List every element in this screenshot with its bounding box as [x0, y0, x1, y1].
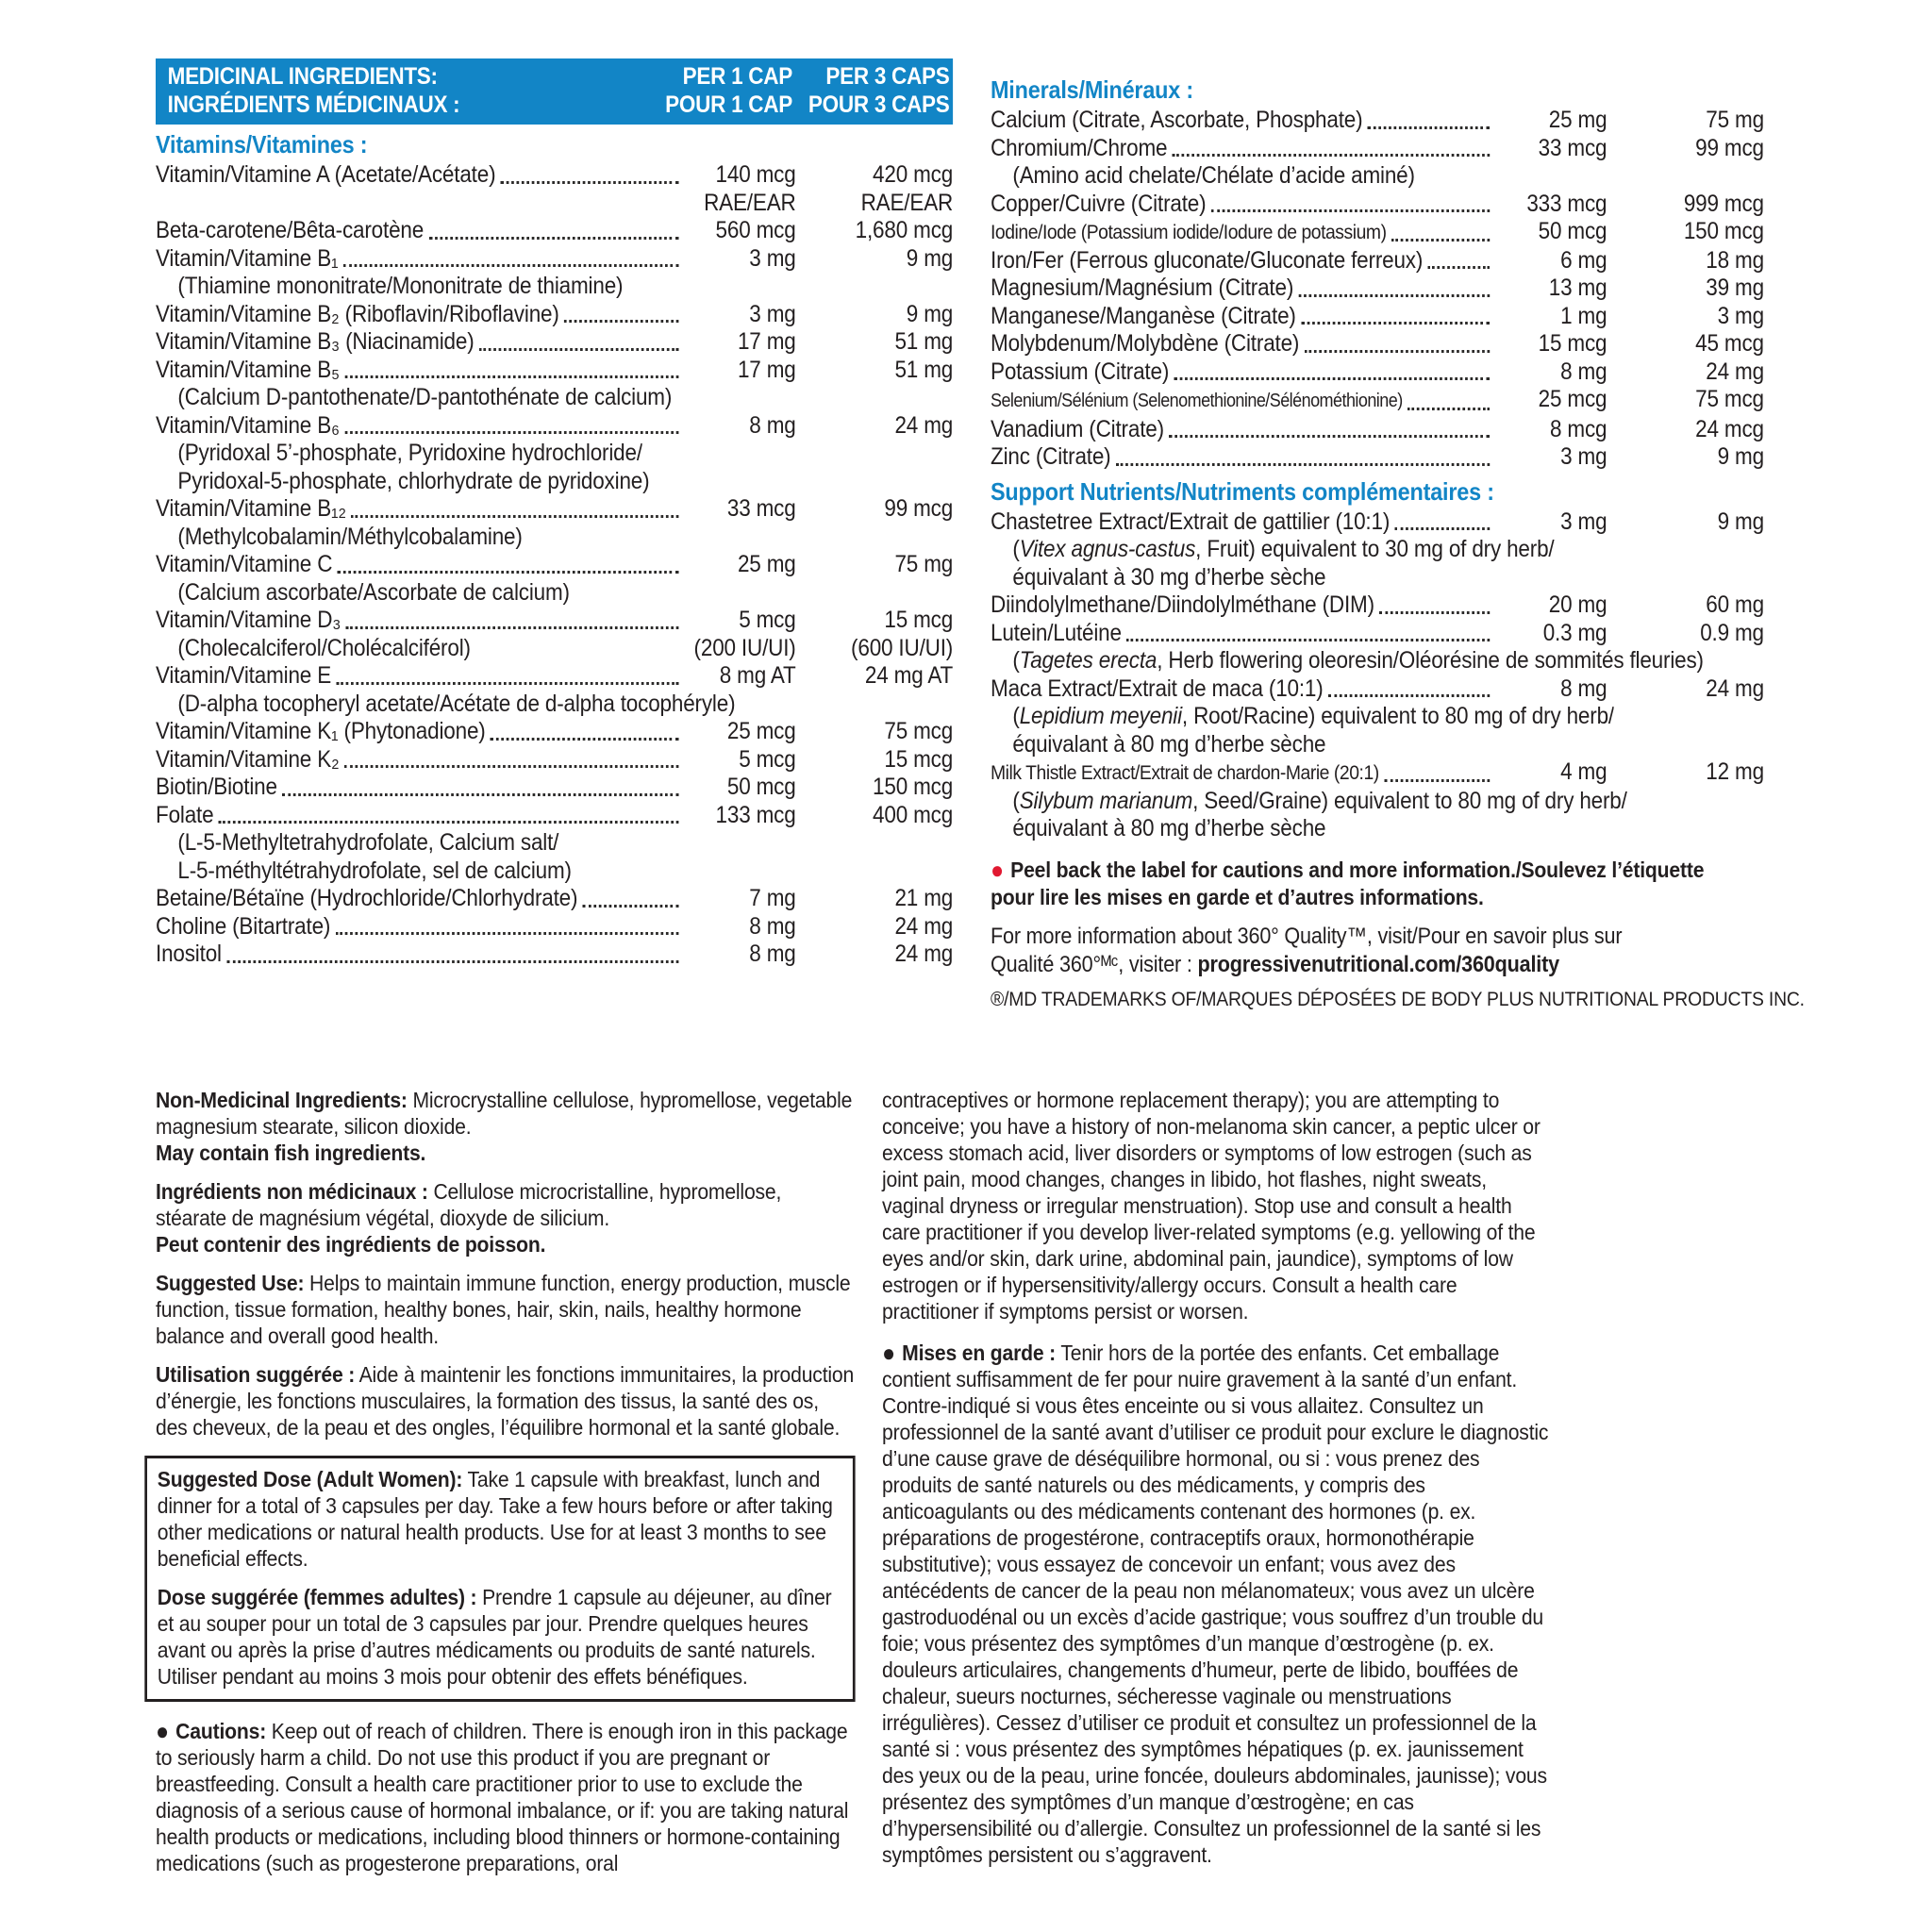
header-title-fr: INGRÉDIENTS MÉDICINAUX :: [167, 92, 460, 118]
per3caps-value: 400 mcg: [873, 801, 954, 828]
ingredient-row: [991, 107, 1764, 135]
ingredient-row: [156, 774, 953, 802]
dot-leader: [219, 821, 679, 824]
ingredient-row: [991, 536, 1764, 564]
per3caps-value: 150 mcg: [1683, 218, 1764, 244]
ingredient-name: (L-5-Methyltetrahydrofolate, Calcium salt/: [177, 829, 559, 856]
dot-leader: [564, 320, 678, 323]
minerals-section-heading: Minerals/Minéraux :: [991, 75, 1194, 104]
suggested-use-lead-fr: Utilisation suggérée :: [156, 1362, 356, 1387]
ingredient-row: [991, 386, 1764, 416]
per1cap-value: 25 mcg: [726, 718, 796, 744]
ingredient-row: [156, 662, 953, 691]
ingredient-name: [991, 788, 1627, 816]
dot-leader: [1299, 294, 1491, 297]
per3caps-value: 51 mg: [894, 328, 954, 355]
cautions-paragraph-en: [156, 1718, 856, 1876]
dot-leader: [1428, 266, 1491, 269]
more-info-prefix: Qualité 360°ᴹᶜ, visiter :: [991, 951, 1198, 977]
trademark-notice: ®/MD TRADEMARKS OF/MARQUES DÉPOSÉES DE BODY PLUS NUTRITIONAL PRODUCTS INC.: [991, 987, 1805, 1010]
ingredient-name: Maca Extract/Extrait de maca (10:1): [991, 675, 1324, 702]
ingredient-row: [156, 579, 953, 608]
ingredient-name: [991, 536, 1554, 564]
peel-back-note: [991, 857, 1764, 884]
ingredient-name: Vitamin/Vitamine B₃ (Niacinamide): [156, 328, 475, 355]
per3caps-value: 99 mcg: [1695, 134, 1764, 161]
latin-name-suffix: , Herb flowering oleoresin/Oléorésine de sommités fleuries): [1157, 647, 1704, 674]
per3caps-value: 24 mg: [1706, 675, 1764, 702]
per1cap-value: 17 mg: [737, 356, 796, 383]
ingredient-name: Magnesium/Magnésium (Citrate): [991, 275, 1294, 301]
ingredient-row: [991, 731, 1764, 759]
medicinal-ingredients-table: [156, 58, 953, 969]
column-header-per1cap-en: PER 1 CAP: [682, 63, 792, 90]
per1cap-value: 8 mg: [749, 912, 796, 940]
per3caps-value: 18 mg: [1706, 246, 1764, 274]
non-medicinal-lead-fr: Ingrédients non médicinaux :: [156, 1179, 428, 1204]
dot-leader: [344, 765, 678, 768]
suggested-use-lead-en: Suggested Use:: [156, 1271, 305, 1295]
ingredient-row: [156, 273, 953, 301]
ingredient-name: Potassium (Citrate): [991, 358, 1170, 385]
dot-leader: [336, 932, 679, 935]
ingredient-name: [991, 703, 1614, 731]
ingredient-name: Vitamin/Vitamine B₅: [156, 356, 340, 383]
ingredient-row: [156, 718, 953, 746]
ingredient-name: L-5-méthyltétrahydrofolate, sel de calcium): [177, 857, 572, 884]
latin-name-prefix: (: [1012, 703, 1020, 729]
dot-leader: [1368, 126, 1490, 129]
dot-leader: [344, 431, 678, 434]
ingredient-row: [991, 815, 1764, 843]
per1cap-value: 333 mcg: [1526, 190, 1607, 217]
ingredient-name: Vanadium (Citrate): [991, 415, 1164, 442]
per3caps-value: 39 mg: [1706, 275, 1764, 301]
ingredient-name: (Calcium D-pantothenate/D-pantothénate de calcium): [177, 384, 673, 410]
dot-leader: [226, 960, 678, 963]
latin-name-prefix: (: [1012, 647, 1020, 674]
vitamins-rows: [156, 161, 953, 969]
ingredient-name: Vitamin/Vitamine B₁₂: [156, 495, 346, 522]
per1cap-value: 6 mg: [1560, 246, 1607, 274]
ingredient-name: Calcium (Citrate, Ascorbate, Phosphate): [991, 107, 1363, 133]
ingredient-row: [156, 217, 953, 245]
per3caps-value: 60 mg: [1706, 591, 1764, 618]
ingredient-name: Chromium/Chrome: [991, 134, 1168, 161]
per1cap-value: 33 mcg: [1538, 134, 1607, 161]
ingredient-row: [156, 412, 953, 441]
ingredient-row: [991, 443, 1764, 472]
per3caps-value: 24 mg: [894, 912, 954, 940]
ingredient-name: Milk Thistle Extract/Extrait de chardon-Marie (20:1): [991, 761, 1379, 784]
per1cap-value: 560 mcg: [715, 217, 796, 243]
per3caps-value: (600 IU/UI): [851, 634, 954, 661]
per1cap-value: 8 mg: [749, 411, 796, 439]
ingredient-row: [156, 524, 953, 552]
ingredient-name: Molybdenum/Molybdène (Citrate): [991, 330, 1300, 357]
per1cap-value: 140 mcg: [715, 161, 796, 188]
ingredient-name: Vitamin/Vitamine B₆: [156, 411, 340, 439]
per3caps-value: 9 mg: [1717, 508, 1764, 535]
ingredient-row: [991, 247, 1764, 275]
ingredient-row: [156, 468, 953, 496]
per3caps-value: 75 mg: [1706, 107, 1764, 133]
minerals-support-table: [991, 70, 1805, 1011]
latin-species-name: Lepidium meyenii: [1019, 703, 1182, 729]
per1cap-value: 5 mcg: [739, 745, 796, 773]
ingredient-name: Vitamin/Vitamine B₁: [156, 244, 339, 272]
dot-leader: [1211, 209, 1490, 212]
ingredient-name: Betaine/Bétaïne (Hydrochloride/Chlorhydrate): [156, 885, 578, 911]
per3caps-value: 15 mcg: [884, 745, 954, 773]
ingredient-row: [991, 358, 1764, 387]
ingredient-row: [156, 551, 953, 579]
fish-warning-fr: Peut contenir des ingrédients de poisson.: [156, 1232, 546, 1257]
non-medicinal-body-fr: Cellulose microcristalline, hypromellose, stéarate de magnésium végétal, dioxyde de silicium.: [156, 1179, 782, 1230]
ingredient-row: [156, 858, 953, 886]
per1cap-value: 1 mg: [1560, 302, 1607, 329]
dot-leader: [1391, 239, 1490, 242]
latin-name-prefix: (: [1012, 787, 1020, 814]
ingredient-row: [156, 161, 953, 190]
ingredient-name: (Cholecalciferol/Cholécalciférol): [177, 634, 471, 661]
ingredient-name: Zinc (Citrate): [991, 443, 1111, 470]
ingredient-row: [156, 495, 953, 524]
per1cap-value: 8 mg: [1560, 675, 1607, 702]
ingredient-row: [991, 647, 1764, 675]
per3caps-value: 150 mcg: [873, 774, 954, 800]
dot-leader: [1395, 527, 1491, 530]
ingredient-name: Vitamin/Vitamine B₂ (Riboflavin/Riboflavine): [156, 300, 559, 327]
suggested-dose-lead-fr: Dose suggérée (femmes adultes) :: [157, 1585, 477, 1609]
dot-leader: [583, 905, 679, 908]
non-medicinal-lead-en: Non-Medicinal Ingredients:: [156, 1088, 408, 1112]
ingredient-name: Selenium/Sélénium (Selenomethionine/Sélénométhionine): [991, 391, 1403, 411]
per3caps-value: 21 mg: [894, 885, 954, 911]
per1cap-value: 3 mg: [1560, 508, 1607, 535]
left-info-column: [156, 1087, 856, 1889]
suggested-dose-lead-en: Suggested Dose (Adult Women):: [157, 1467, 463, 1491]
suggested-use-paragraph-fr: [156, 1361, 856, 1441]
ingredient-row: [156, 746, 953, 774]
ingredient-name: (Amino acid chelate/Chélate d’acide aminé): [1012, 162, 1415, 189]
ingredient-name: Manganese/Manganèse (Citrate): [991, 302, 1296, 329]
dot-leader: [1305, 350, 1491, 353]
per1cap-value: 13 mg: [1548, 275, 1607, 301]
ingredient-name: Diindolylmethane/Diindolylméthane (DIM): [991, 591, 1374, 618]
suggested-dose-paragraph-en: [158, 1466, 841, 1572]
suggested-use-paragraph-en: [156, 1270, 856, 1349]
suggested-dose-body-fr: Prendre 1 capsule au déjeuner, au dîner et au souper pour un total de 3 capsules par jour. Prendre quelques heures avant ou après la prise d’autres médicaments ou produits de santé naturels. Utiliser pendant au moins 3 mois pour obtenir des effets bénéfiques.: [157, 1585, 832, 1689]
dot-leader: [1328, 694, 1490, 697]
ingredient-row: [991, 303, 1764, 331]
ingredient-row: [991, 162, 1764, 191]
dot-leader: [346, 626, 679, 629]
more-info-note-line2: [991, 951, 1764, 979]
dot-leader: [1407, 408, 1490, 410]
ingredient-name: Vitamin/Vitamine K₂: [156, 745, 340, 773]
dot-leader: [282, 793, 678, 796]
ingredient-name: [991, 647, 1704, 675]
per1cap-value: 17 mg: [737, 328, 796, 355]
peel-back-note-line1: Peel back the label for cautions and more information./Soulevez l’étiquette: [1010, 857, 1705, 882]
ingredient-name: Iron/Fer (Ferrous gluconate/Gluconate ferreux): [991, 246, 1424, 274]
black-bullet-icon: ●: [156, 1717, 169, 1745]
ingredient-row: [156, 913, 953, 941]
dot-leader: [1116, 463, 1490, 466]
column-header-per3caps-en: PER 3 CAPS: [825, 63, 950, 90]
ingredient-name: équivalant à 30 mg d’herbe sèche: [1012, 563, 1326, 591]
dot-leader: [501, 181, 679, 184]
per3caps-value: 75 mg: [894, 551, 954, 577]
latin-species-name: Tagetes erecta: [1019, 647, 1158, 674]
per1cap-value: 7 mg: [749, 885, 796, 911]
cautions-paragraph-fr: [882, 1340, 1553, 1868]
red-bullet-icon: ●: [991, 855, 1004, 884]
ingredient-name: Folate: [156, 801, 214, 828]
per1cap-value: 50 mcg: [726, 774, 796, 800]
support-nutrients-section-heading: Support Nutrients/Nutriments complémentaires :: [991, 476, 1494, 506]
right-info-column: [882, 1087, 1553, 1880]
per3caps-value: 24 mg: [894, 941, 954, 967]
per3caps-value: 420 mcg: [873, 161, 954, 188]
ingredient-row: [156, 829, 953, 858]
ingredient-row: [156, 802, 953, 830]
dot-leader: [428, 237, 678, 240]
cautions-body-fr: Tenir hors de la portée des enfants. Cet emballage contient suffisamment de fer pour nuire gravement à la santé d’un enfant. Contre-indiqué si vous êtes enceinte ou si vous allaitez. Consultez un professionnel de la santé avant d’utiliser ce produit pour exclure le diagnostic d’une cause grave de déséquilibre hormonal, ou si : vous prenez des produits de santé naturels ou des médicaments, y compris des anticoagulants ou des médicaments contenant des hormones (p. ex. préparations de progestérone, contraceptifs oraux, hormonothérapie substitutive); vous essayez de concevoir un enfant; vous avez des antécédents de cancer de la peau non mélanomateux; vous avez un ulcère gastroduodénal ou un excès d’acide gastrique; vous souffrez d’un trouble du foie; vous présentez des symptômes d’un manque d’œstrogène (p. ex. douleurs articulaires, changements d’humeur, perte de libido, bouffées de chaleur, sueurs nocturnes, sécheresse vaginale ou menstruations irrégulières). Cessez d’utiliser ce produit et consultez un professionnel de la santé si : vous présentez des symptômes hépatiques (p. ex. jaunissement des yeux ou de la peau, urine foncée, douleurs abdominales, jaunisse); vous présentez des symptômes d’un manque d’œstrogène; en cas d’hypersensibilité ou d’allergie. Consultez un professionnel de la santé si les symptômes persistent ou s’aggravent.: [882, 1341, 1549, 1867]
fish-warning-en: May contain fish ingredients.: [156, 1141, 426, 1165]
ingredient-row: [156, 190, 953, 218]
ingredient-row: [156, 607, 953, 635]
per1cap-value: 8 mg: [1560, 358, 1607, 385]
ingredient-name: (Methylcobalamin/Méthylcobalamine): [177, 523, 523, 550]
suggested-use-body-en: Helps to maintain immune function, energy production, muscle function, tissue formation, healthy bones, hair, skin, nails, healthy hormone balance and overall good health.: [156, 1271, 851, 1348]
dot-leader: [491, 738, 678, 741]
ingredient-name: Lutein/Lutéine: [991, 619, 1122, 646]
dot-leader: [343, 264, 679, 267]
per1cap-value: 133 mcg: [715, 801, 796, 828]
per1cap-value: 8 mcg: [1550, 415, 1607, 442]
dot-leader: [1126, 639, 1490, 641]
ingredient-row: [156, 245, 953, 274]
ingredient-name: Copper/Cuivre (Citrate): [991, 190, 1207, 217]
dot-leader: [351, 515, 678, 518]
ingredient-row: [156, 941, 953, 969]
per1cap-value: 25 mg: [1548, 107, 1607, 133]
cautions-continuation-en: contraceptives or hormone replacement therapy); you are attempting to conceive; you have a history of non-melanoma skin cancer, a peptic ulcer or excess stomach acid, liver disorders or symptoms of low estrogen (such as joint pain, mood changes, changes in libido, hot flashes, night sweats, vaginal dryness or irregular menstruation). Stop use and consult a health care practitioner if you develop liver-related symptoms (e.g. yellowing of the eyes and/or skin, dark urine, abdominal pain, jaundice), symptoms of low estrogen or if hypersensitivity/allergy occurs. Consult a health care practitioner if symptoms persist or worsen.: [882, 1088, 1541, 1324]
ingredient-name: Vitamin/Vitamine K₁ (Phytonadione): [156, 718, 486, 744]
per3caps-value: 75 mcg: [1695, 386, 1764, 412]
dot-leader: [479, 348, 678, 351]
banner-row-fr: [168, 91, 950, 119]
dot-leader: [338, 571, 679, 574]
per3caps-value: 51 mg: [894, 356, 954, 383]
latin-name-suffix: , Root/Racine) equivalent to 80 mg of dry herb/: [1181, 703, 1614, 729]
ingredient-row: [991, 135, 1764, 163]
cautions-lead-en: Cautions:: [175, 1719, 267, 1743]
ingredient-row: [156, 885, 953, 913]
ingredient-name: équivalant à 80 mg d’herbe sèche: [1012, 730, 1326, 758]
per3caps-value: 9 mg: [906, 244, 954, 272]
per1cap-value: RAE/EAR: [704, 189, 796, 216]
dot-leader: [344, 375, 678, 378]
dot-leader: [1173, 154, 1490, 157]
dot-leader: [1379, 611, 1490, 614]
dot-leader: [336, 682, 678, 685]
suggested-dose-box: [144, 1456, 855, 1702]
header-title-en: MEDICINAL INGREDIENTS:: [167, 63, 438, 90]
ingredient-name: Choline (Bitartrate): [156, 912, 331, 940]
per3caps-value: 24 mg: [1706, 358, 1764, 385]
latin-name-suffix: , Seed/Graine) equivalent to 80 mg of dry herb/: [1192, 787, 1627, 814]
suggested-use-body-fr: Aide à maintenir les fonctions immunitaires, la production d’énergie, les fonctions musculaires, la formation des tissus, la santé des os, des cheveux, de la peau et des ongles, l’équilibre hormonal et la santé globale.: [156, 1362, 855, 1440]
ingredient-row: [991, 788, 1764, 816]
ingredient-row: [156, 357, 953, 385]
per3caps-value: 999 mcg: [1683, 190, 1764, 217]
per1cap-value: 50 mcg: [1538, 218, 1607, 244]
per1cap-value: 25 mcg: [1538, 386, 1607, 412]
black-bullet-icon: ●: [882, 1339, 895, 1367]
support-nutrients-rows: [991, 508, 1764, 843]
non-medicinal-body-en: Microcrystalline cellulose, hypromellose, vegetable magnesium stearate, silicon dioxide.: [156, 1088, 853, 1139]
ingredient-name: Chastetree Extract/Extrait de gattilier (10:1): [991, 508, 1391, 535]
ingredient-row: [156, 301, 953, 329]
suggested-dose-body-en: Take 1 capsule with breakfast, lunch and dinner for a total of 3 capsules per day. Take a few hours before or after taking other medications or natural health products. Use for at least 3 months to see beneficial effects.: [157, 1467, 833, 1571]
ingredient-row: [991, 758, 1764, 788]
ingredient-name: Vitamin/Vitamine D₃: [156, 607, 341, 633]
ingredient-row: [991, 330, 1764, 358]
column-header-per3caps-fr: POUR 3 CAPS: [808, 92, 950, 118]
ingredient-name: Vitamin/Vitamine E: [156, 662, 332, 689]
per3caps-value: 0.9 mg: [1700, 619, 1764, 646]
column-header-per1cap-fr: POUR 1 CAP: [665, 92, 792, 118]
ingredient-name: Inositol: [156, 941, 222, 967]
per1cap-value: 8 mg: [749, 941, 796, 967]
ingredient-name: Biotin/Biotine: [156, 774, 277, 800]
per1cap-value: 4 mg: [1560, 758, 1607, 785]
per1cap-value: 0.3 mg: [1542, 619, 1607, 646]
per1cap-value: 3 mg: [749, 300, 796, 327]
ingredient-name: Pyridoxal-5-phosphate, chlorhydrate de pyridoxine): [177, 467, 650, 494]
ingredient-row: [991, 620, 1764, 648]
ingredient-row: [991, 703, 1764, 731]
non-medicinal-paragraph-fr: [156, 1178, 856, 1231]
ingredient-name: (Thiamine mononitrate/Mononitrate de thiamine): [177, 273, 624, 299]
per3caps-value: 9 mg: [1717, 443, 1764, 470]
dot-leader: [1169, 435, 1490, 438]
per3caps-value: 9 mg: [906, 300, 954, 327]
ingredient-row: [991, 275, 1764, 303]
dot-leader: [1384, 779, 1490, 782]
banner-row-en: [168, 62, 950, 91]
latin-species-name: Silybum marianum: [1019, 787, 1193, 814]
ingredient-row: [991, 675, 1764, 704]
ingredient-row: [156, 440, 953, 468]
per3caps-value: 24 mcg: [1695, 415, 1764, 442]
website-url: progressivenutritional.com/360quality: [1197, 951, 1559, 977]
ingredient-name: (Calcium ascorbate/Ascorbate de calcium): [177, 578, 570, 606]
per3caps-value: 45 mcg: [1695, 330, 1764, 357]
per1cap-value: 5 mcg: [739, 607, 796, 633]
per3caps-value: RAE/EAR: [860, 189, 954, 216]
ingredient-name: Vitamin/Vitamine A (Acetate/Acétate): [156, 161, 496, 188]
latin-species-name: Vitex agnus-castus: [1019, 536, 1196, 562]
per1cap-value: (200 IU/UI): [693, 634, 796, 661]
per1cap-value: 15 mcg: [1538, 330, 1607, 357]
per3caps-value: 15 mcg: [884, 607, 954, 633]
ingredient-row: [156, 691, 953, 719]
ingredient-row: [991, 191, 1764, 219]
per3caps-value: 75 mcg: [884, 718, 954, 744]
ingredient-name: Iodine/Iode (Potassium iodide/Iodure de potassium): [991, 221, 1387, 243]
per1cap-value: 33 mcg: [726, 495, 796, 522]
more-info-note-line1: For more information about 360° Quality™, visit/Pour en savoir plus sur: [991, 923, 1623, 949]
per3caps-value: 3 mg: [1717, 302, 1764, 329]
ingredient-name: équivalant à 80 mg d’herbe sèche: [1012, 815, 1326, 841]
ingredient-row: [156, 384, 953, 412]
per3caps-value: 1,680 mcg: [855, 217, 954, 243]
non-medicinal-paragraph-en: [156, 1087, 856, 1140]
suggested-dose-paragraph-fr: [158, 1584, 841, 1690]
ingredient-row: [991, 564, 1764, 592]
per1cap-value: 3 mg: [1560, 443, 1607, 470]
ingredient-name: Beta-carotene/Bêta-carotène: [156, 217, 425, 243]
latin-name-suffix: , Fruit) equivalent to 30 mg of dry herb/: [1195, 536, 1555, 562]
per1cap-value: 20 mg: [1548, 591, 1607, 618]
cautions-body-en: Keep out of reach of children. There is enough iron in this package to seriously harm a child. Do not use this product if you are pregnant or breastfeeding. Consult a health care practitioner prior to use to exclude the diagnosis of a serious cause of hormonal imbalance, or if: you are taking natural health products or medications, including blood thinners or hormone-containing medications (such as progesterone preparations, oral: [156, 1719, 849, 1875]
per1cap-value: 8 mg AT: [719, 662, 796, 689]
medicinal-ingredients-header-banner: [156, 58, 953, 125]
per3caps-value: 99 mcg: [884, 495, 954, 522]
peel-back-note-line2: pour lire les mises en garde et d’autres informations.: [991, 884, 1484, 909]
ingredient-row: [991, 416, 1764, 444]
vitamins-section-heading: Vitamins/Vitamines :: [156, 130, 368, 158]
per3caps-value: 24 mg: [894, 411, 954, 439]
dot-leader: [1301, 322, 1490, 325]
ingredient-row: [156, 328, 953, 357]
ingredient-name: (D-alpha tocopheryl acetate/Acétate de d-alpha tocophéryle): [177, 690, 736, 717]
dot-leader: [1174, 377, 1491, 380]
ingredient-row: [156, 635, 953, 663]
latin-name-prefix: (: [1012, 536, 1020, 562]
per1cap-value: 25 mg: [737, 551, 796, 577]
minerals-rows: [991, 107, 1764, 472]
ingredient-row: [991, 591, 1764, 620]
per3caps-value: 12 mg: [1706, 758, 1764, 785]
cautions-lead-fr: Mises en garde :: [902, 1341, 1057, 1365]
ingredient-row: [991, 218, 1764, 247]
ingredient-name: Vitamin/Vitamine C: [156, 551, 333, 577]
ingredient-name: (Pyridoxal 5’-phosphate, Pyridoxine hydrochloride/: [177, 440, 642, 466]
per1cap-value: 3 mg: [749, 244, 796, 272]
per3caps-value: 24 mg AT: [864, 662, 954, 689]
ingredient-row: [991, 508, 1764, 537]
